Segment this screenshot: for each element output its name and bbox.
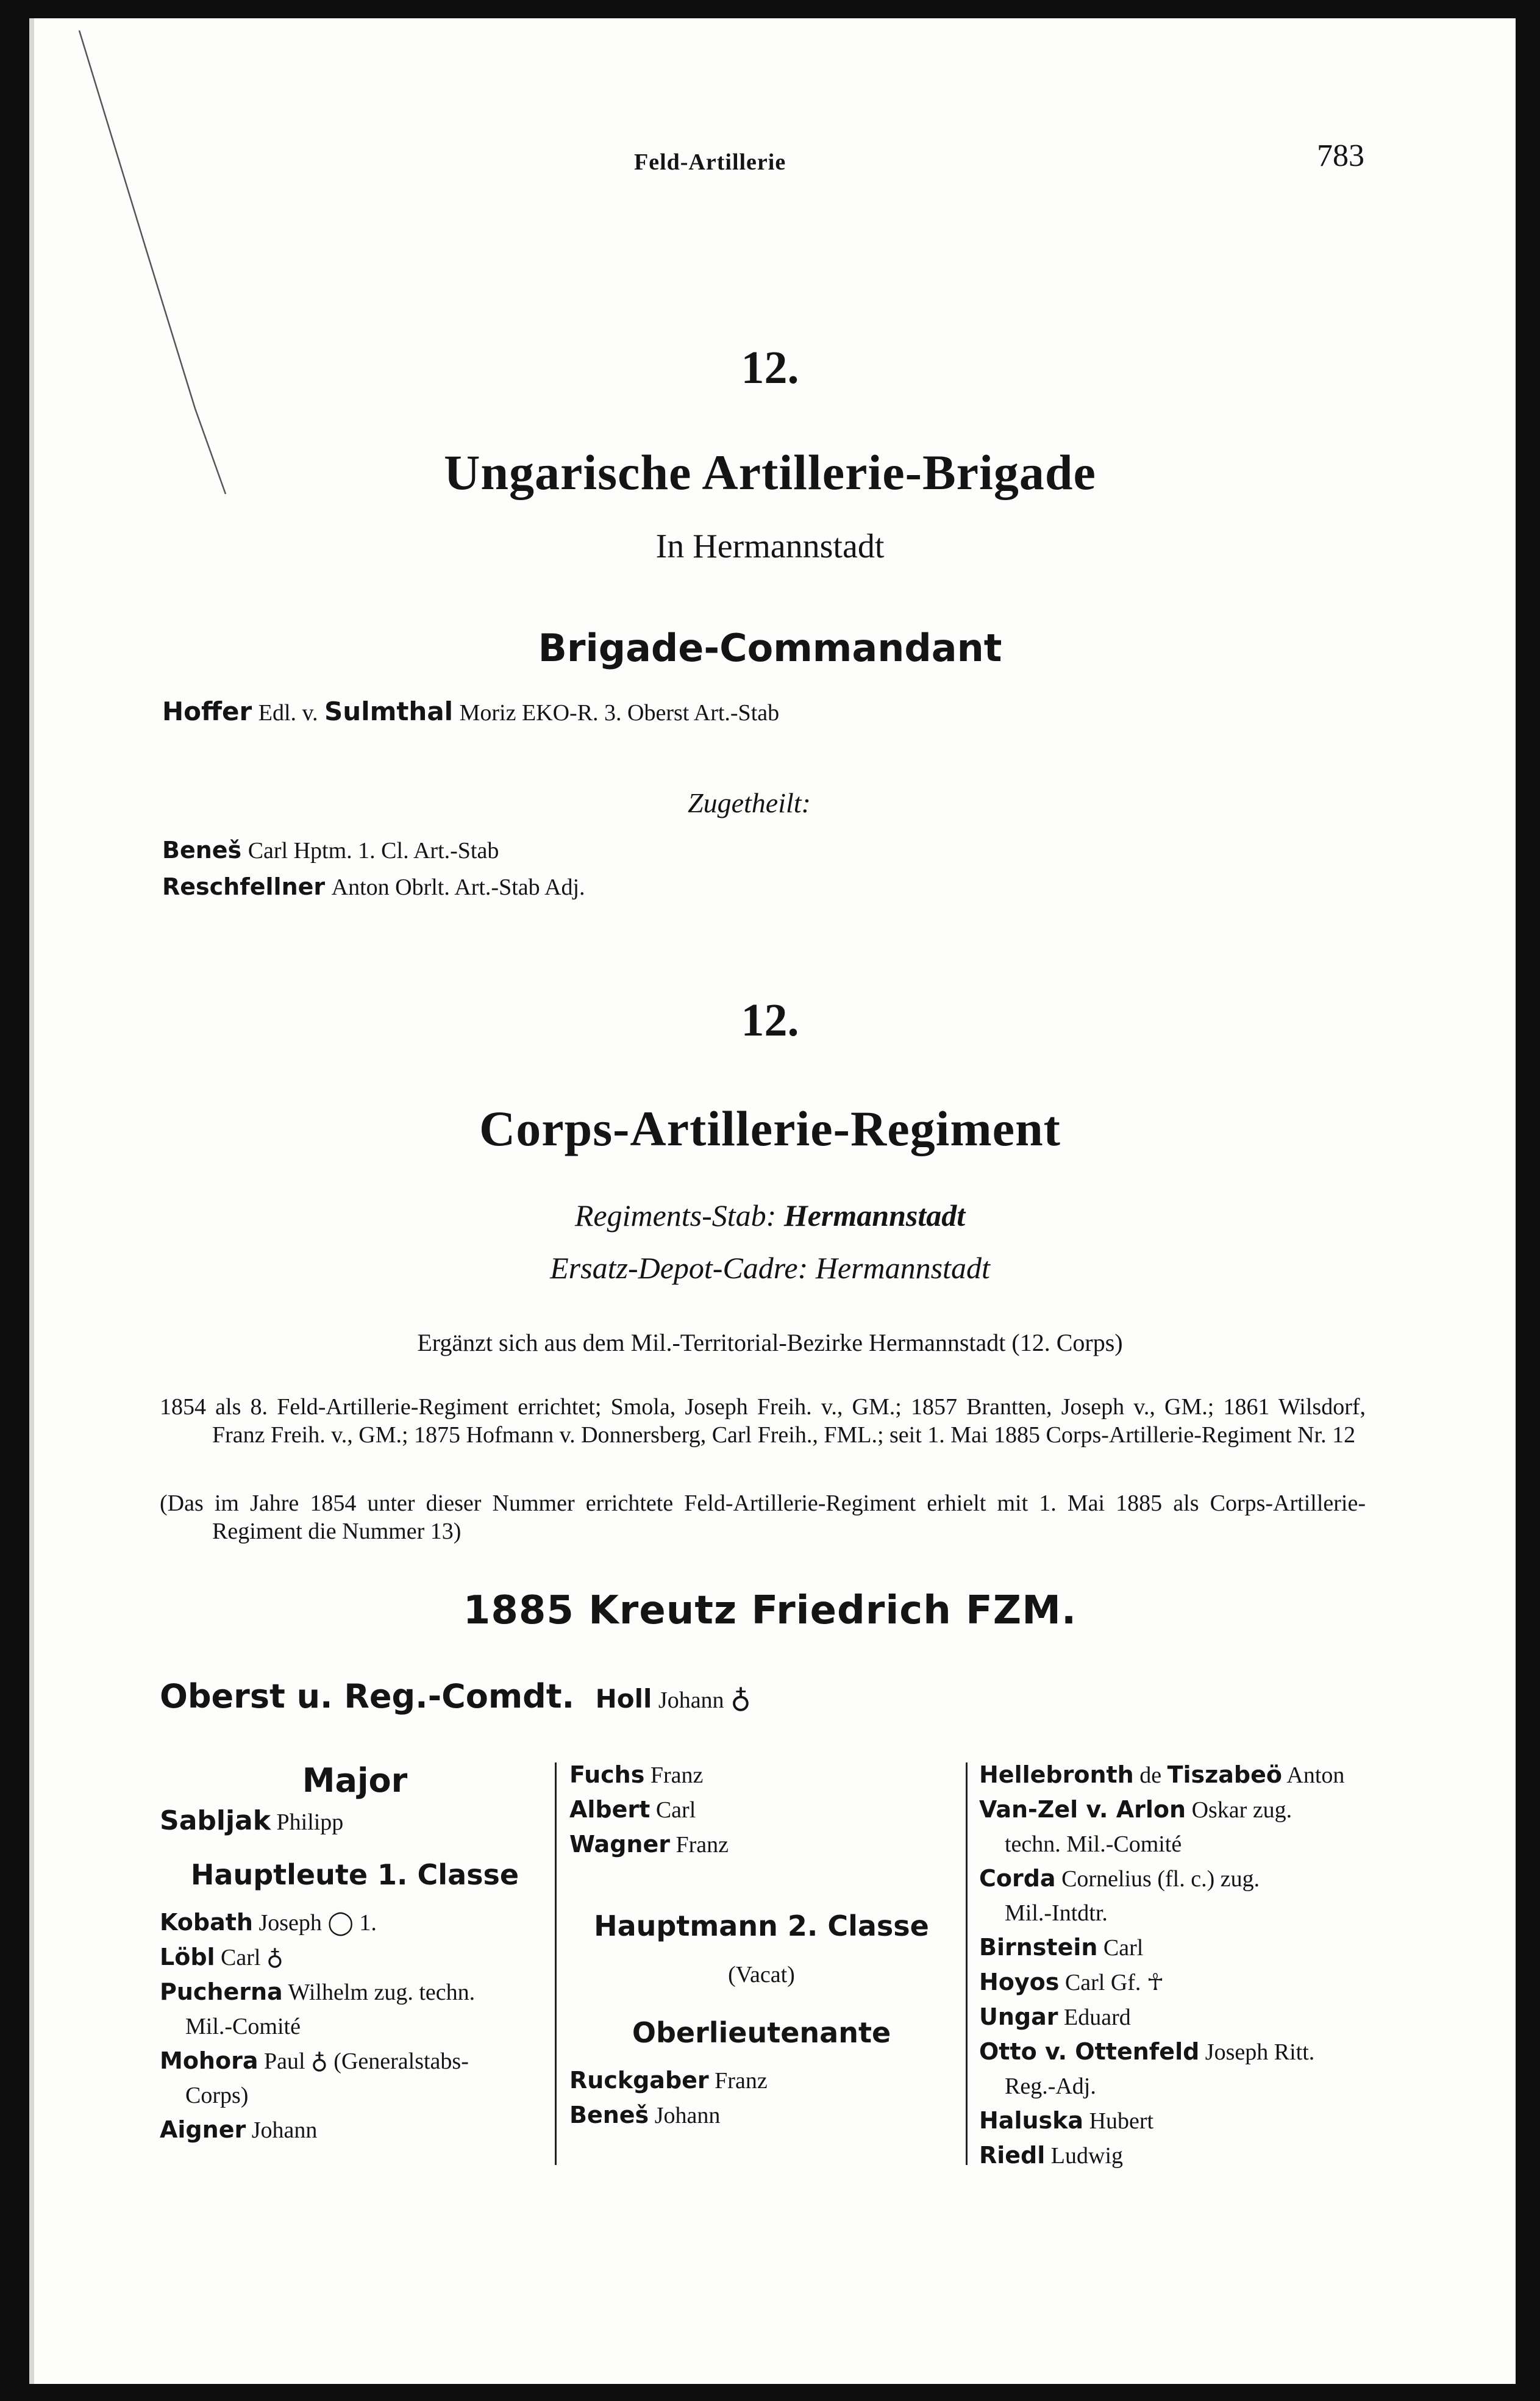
vacat-label: (Vacat): [728, 1962, 795, 1988]
page-number: 783: [1317, 138, 1364, 173]
scan-border-top: [0, 0, 1540, 18]
depot-line: Ersatz-Depot-Cadre: Hermannstadt: [550, 1251, 990, 1285]
list-item: [979, 2103, 1369, 2138]
officer-details: Joseph ◯ 1.: [258, 1910, 377, 1936]
column-divider: [966, 1762, 968, 2165]
list-item-continuation: [160, 2078, 550, 2113]
colonel-given: Johann: [658, 1687, 724, 1713]
officer-surname: Ruckgaber: [569, 2067, 709, 2094]
officer-surname: Albert: [569, 1796, 651, 1823]
officer-surname: Hoyos: [979, 1969, 1060, 1995]
officer-surname: Ungar: [979, 2003, 1058, 2030]
section1-number: 12.: [741, 342, 799, 393]
list-item: [160, 2044, 550, 2078]
staff-label: Regiments-Stab:: [574, 1198, 777, 1233]
officer-details: Carl: [1103, 1935, 1144, 1961]
scan-border-bottom: [0, 2384, 1540, 2401]
list-item: [160, 1940, 550, 1975]
staff-line: [0, 1198, 1540, 1233]
officer-details: Eduard: [1064, 2005, 1131, 2030]
officer-details: Franz: [715, 2068, 768, 2094]
officer-surname: Riedl: [979, 2142, 1046, 2169]
officer-details: Johann: [251, 2117, 318, 2143]
section2-title: Corps-Artillerie-Regiment: [479, 1101, 1061, 1156]
history-paragraph: 1854 als 8. Feld-Artillerie-Regiment errichtet; Smola, Joseph Freih. v., GM.; 1857 Brantten, Joseph v., GM.; 1861 Wilsdorf, Franz Freih. v., GM.; 1875 Hofmann v. Donnersberg, Carl Freih., FML.; seit 1. Mai 1885 Corps-Artillerie-Regiment Nr. 12: [160, 1394, 1366, 1448]
column-2: [569, 1758, 954, 2133]
list-item: [569, 1758, 954, 1792]
list-item: [979, 1758, 1369, 1792]
officer-details: Philipp: [276, 1809, 344, 1835]
regiment-history-note: [160, 1489, 1366, 1545]
officer-details: Johann: [654, 2103, 721, 2128]
officer-details: Mil.-Intdtr.: [1005, 1900, 1108, 1926]
colonel-surname: Holl: [595, 1684, 652, 1714]
officer-details: techn. Mil.-Comité: [1005, 1831, 1182, 1857]
commander-heading: Brigade-Commandant: [538, 626, 1002, 670]
list-item: [160, 2113, 550, 2147]
officer-surname-2: Tiszabeö: [1167, 1761, 1282, 1788]
list-item: [569, 1827, 954, 1862]
officer-details: Corps): [185, 2083, 249, 2108]
history-note-paragraph: (Das im Jahre 1854 unter dieser Nummer errichtete Feld-Artillerie-Regiment erhielt mit 1. Mai 1885 als Corps-Artillerie-Regiment die Nummer 13): [160, 1490, 1366, 1544]
colonel-label: Oberst u. Reg.-Comdt.: [160, 1677, 575, 1716]
officer-surname: Aigner: [160, 2116, 246, 2143]
section2-number: 12.: [741, 995, 799, 1046]
officer-surname: Hellebronth: [979, 1761, 1134, 1788]
officer-surname: Kobath: [160, 1909, 253, 1936]
commander-line: [162, 696, 779, 727]
officer-surname: Mohora: [160, 2047, 258, 2074]
commander-name2: Sulmthal: [324, 696, 454, 726]
lieutenants-heading: Oberlieutenante: [632, 2016, 891, 2049]
list-item: [979, 1965, 1369, 2000]
list-item: [160, 1975, 550, 2009]
list-item: [979, 1930, 1369, 1965]
decoration-icon: ♁: [730, 1683, 751, 1714]
list-item-continuation: [979, 2069, 1369, 2103]
list-item: [979, 2000, 1369, 2034]
officer-surname: Sabljak: [160, 1805, 271, 1836]
section1-title: Ungarische Artillerie-Brigade: [444, 445, 1096, 500]
running-title: Feld-Artillerie: [634, 149, 786, 175]
officer-details: Mil.-Comité: [185, 2014, 301, 2039]
proprietor-line: 1885 Kreutz Friedrich FZM.: [463, 1588, 1077, 1633]
list-item: [979, 2034, 1369, 2069]
section1-location: In Hermannstadt: [655, 528, 885, 565]
officer-details: de: [1139, 1762, 1162, 1788]
officer-surname: Haluska: [979, 2107, 1084, 2134]
officer-details: Carl: [655, 1797, 696, 1823]
regiment-history: [160, 1393, 1366, 1449]
list-item: [979, 2138, 1369, 2173]
officer-details: Oskar zug.: [1191, 1797, 1292, 1823]
attached-details: Anton Obrlt. Art.-Stab Adj.: [331, 875, 585, 900]
officer-details: Joseph Ritt.: [1205, 2039, 1315, 2065]
list-item: [569, 2098, 954, 2133]
officer-surname: Pucherna: [160, 1978, 283, 2005]
officer-surname: Löbl: [160, 1944, 215, 1970]
list-item: [979, 1861, 1369, 1896]
officer-surname: Beneš: [569, 2102, 649, 2128]
officer-surname: Birnstein: [979, 1934, 1098, 1961]
recruitment-line: Ergänzt sich aus dem Mil.-Territorial-Bezirke Hermannstadt (12. Corps): [417, 1329, 1123, 1356]
list-item: [569, 1792, 954, 1827]
column-3: [979, 1758, 1369, 2173]
officer-surname: Fuchs: [569, 1761, 645, 1788]
officer-details: Carl Gf. ☥: [1064, 1970, 1164, 1995]
officer-details: Ludwig: [1050, 2143, 1124, 2169]
officer-details: Franz: [650, 1762, 704, 1788]
list-item: [979, 1792, 1369, 1827]
list-item: [160, 1905, 550, 1940]
captains1-heading: Hauptleute 1. Classe: [190, 1858, 519, 1891]
officer-details: Hubert: [1089, 2108, 1154, 2134]
staff-location: Hermannstadt: [783, 1198, 966, 1233]
commander-particle: Edl. v.: [258, 700, 318, 726]
attached-heading: Zugetheilt:: [688, 787, 811, 818]
column-divider: [555, 1762, 557, 2165]
attached-surname: Beneš: [162, 837, 242, 864]
officer-details: Carl ♁: [221, 1945, 283, 1970]
major-heading: Major: [302, 1761, 408, 1800]
list-item-continuation: [979, 1896, 1369, 1930]
officer-details: Paul ♁ (Generalstabs-: [263, 2049, 469, 2074]
commander-surname: Hoffer: [162, 696, 252, 726]
attached-details: Carl Hptm. 1. Cl. Art.-Stab: [248, 838, 499, 864]
officer-details: Wilhelm zug. techn.: [288, 1980, 476, 2005]
officer-surname: Van-Zel v. Arlon: [979, 1796, 1186, 1823]
column-1: [160, 1758, 550, 2147]
officer-surname: Wagner: [569, 1831, 670, 1858]
officer-details: Franz: [676, 1832, 729, 1858]
list-item: [160, 1804, 550, 1839]
colonel-line: [160, 1677, 751, 1716]
attached-row: [162, 872, 585, 901]
attached-row: [162, 836, 499, 865]
commander-details: Moriz EKO-R. 3. Oberst Art.-Stab: [459, 700, 780, 726]
captains2-heading: Hauptmann 2. Classe: [594, 1909, 929, 1942]
officer-details: Cornelius (fl. c.) zug.: [1061, 1866, 1260, 1892]
list-item-continuation: [979, 1827, 1369, 1861]
officer-details: Reg.-Adj.: [1005, 2074, 1096, 2099]
attached-surname: Reschfellner: [162, 873, 326, 900]
officer-surname: Otto v. Ottenfeld: [979, 2038, 1200, 2065]
officer-details: Anton: [1286, 1762, 1345, 1788]
list-item: [569, 2063, 954, 2098]
list-item-continuation: [160, 2009, 550, 2044]
officer-surname: Corda: [979, 1865, 1056, 1892]
